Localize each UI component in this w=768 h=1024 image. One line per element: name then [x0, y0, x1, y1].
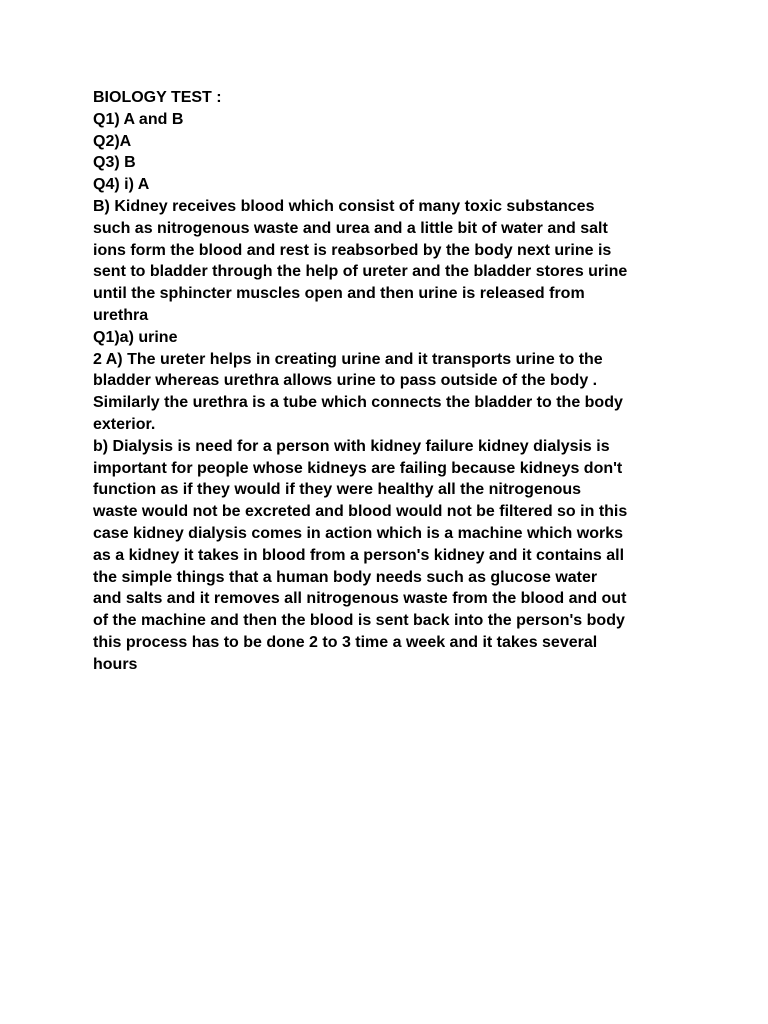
text-line: ions form the blood and rest is reabsorbed by the body next urine is [93, 241, 612, 259]
text-line: and salts and it removes all nitrogenous waste from the blood and out [93, 590, 627, 608]
text-line: this process has to be done 2 to 3 time a week and it takes several [93, 633, 598, 651]
text-line: b) Dialysis is need for a person with kidney failure kidney dialysis is [93, 437, 610, 455]
document-title: BIOLOGY TEST : [93, 89, 222, 106]
answer-q1: Q1) A and B [93, 110, 184, 128]
text-line: such as nitrogenous waste and urea and a little bit of water and salt [93, 219, 608, 237]
text-line: function as if they would if they were healthy all the nitrogenous [93, 481, 582, 499]
text-line: B) Kidney receives blood which consist of many toxic substances [93, 197, 595, 215]
text-line: 2 A) The ureter helps in creating urine and it transports urine to the [93, 350, 603, 368]
text-line: waste would not be excreted and blood would not be filtered so in this [93, 503, 628, 521]
text-line: of the machine and then the blood is sent back into the person's body [93, 612, 625, 630]
text-line: the simple things that a human body needs such as glucose water [93, 568, 598, 586]
answer-q1a: Q1)a) urine [93, 328, 178, 346]
text-line: bladder whereas urethra allows urine to pass outside of the body . [93, 372, 598, 390]
text-line: important for people whose kidneys are failing because kidneys don't [93, 459, 623, 477]
text-line: exterior. [93, 415, 156, 433]
text-line: hours [93, 655, 138, 673]
text-line: case kidney dialysis comes in action which is a machine which works [93, 524, 623, 542]
answer-q2: Q2)A [93, 132, 132, 150]
document-page [93, 87, 683, 676]
answer-q3: Q3) B [93, 154, 136, 172]
text-line: sent to bladder through the help of ureter and the bladder stores urine [93, 263, 628, 281]
text-line: Similarly the urethra is a tube which connects the bladder to the body [93, 394, 623, 412]
text-line: until the sphincter muscles open and then urine is released from [93, 285, 585, 303]
text-line: urethra [93, 306, 149, 324]
answer-q4-i: Q4) i) A [93, 176, 150, 194]
text-line: as a kidney it takes in blood from a person's kidney and it contains all [93, 546, 625, 564]
